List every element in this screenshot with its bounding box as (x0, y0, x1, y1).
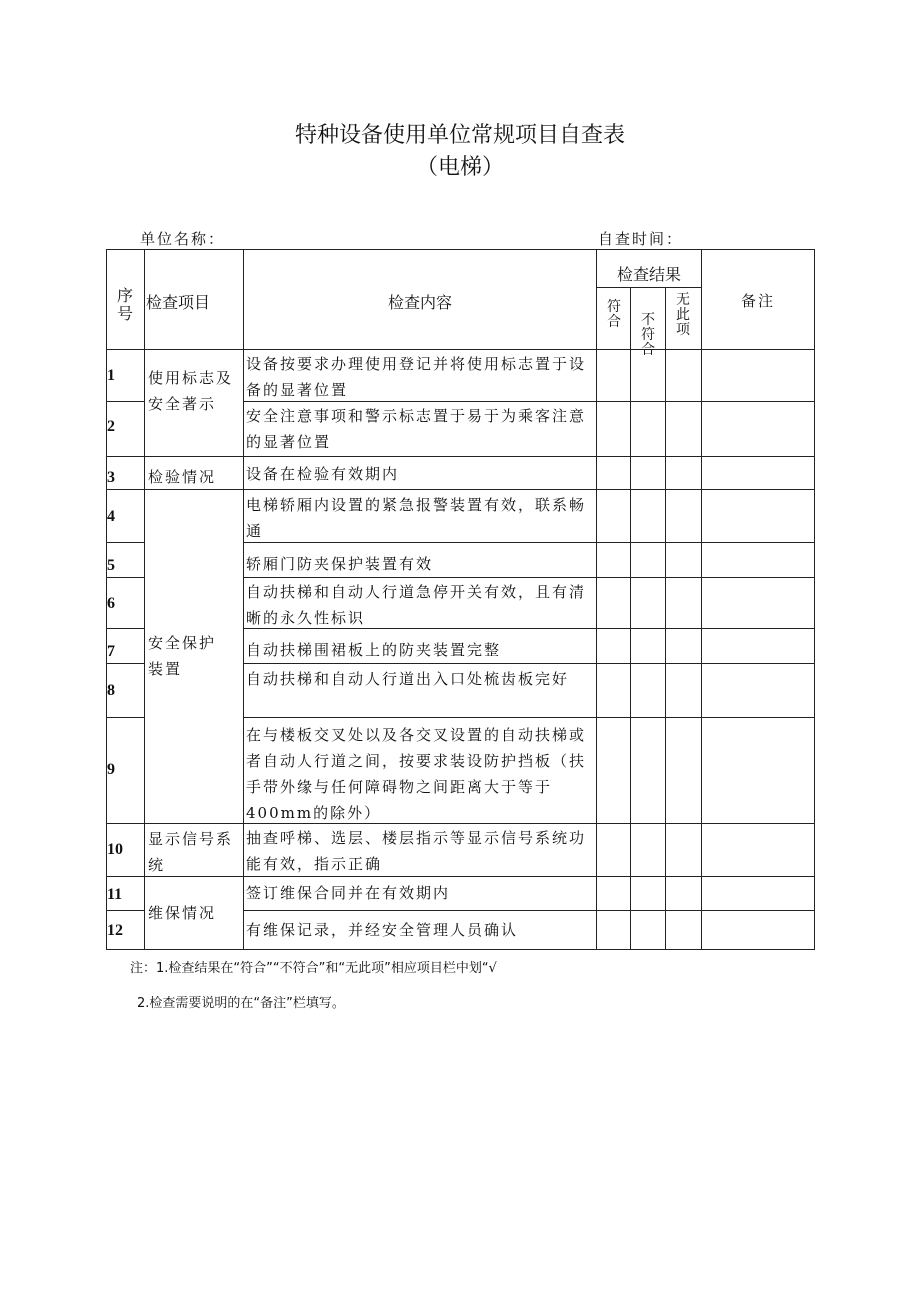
header-seq (106, 287, 144, 323)
table-line (106, 542, 145, 543)
group-label: 维保情况 (148, 904, 217, 922)
row-number: 11 (107, 886, 123, 903)
table-line (106, 717, 145, 718)
note-line: 2.检查需要说明的在“备注”栏填写。 (137, 996, 345, 1011)
table-line (106, 456, 814, 457)
row-number: 6 (107, 595, 115, 612)
header-na-text: 无此项 (676, 292, 690, 338)
table-line (106, 663, 145, 664)
check-content: 在与楼板交叉处以及各交叉设置的自动扶梯或者自动人行道之间，按要求装设防护挡板（扶手带外缘与任何障碍物之间距离大于等于400mm的除外） (246, 726, 587, 822)
check-content: 安全注意事项和警示标志置于易于为乘客注意的显著位置 (246, 407, 587, 451)
header-item: 检查项目 (146, 293, 211, 312)
header-result: 检查结果 (616, 265, 681, 284)
check-content: 签订维保合同并在有效期内 (246, 884, 451, 902)
table-line (243, 249, 244, 950)
header-content: 检查内容 (387, 293, 452, 312)
check-content: 设备在检验有效期内 (246, 465, 400, 483)
header-nonconform-text: 不符合 (641, 312, 655, 358)
header-seq-text: 序号 (116, 286, 133, 323)
unit-name-label: 单位名称： (140, 230, 226, 248)
check-content: 抽查呼梯、选层、楼层指示等显示信号系统功能有效，指示正确 (246, 829, 587, 873)
table-line (106, 910, 145, 911)
header-conform-text: 符合 (607, 299, 621, 330)
table-line (106, 577, 145, 578)
note-line: 注：1.检查结果在“符合”“不符合”和“无此项”相应项目栏中划“√ (130, 961, 497, 976)
table-line (106, 349, 814, 350)
row-number: 8 (107, 682, 115, 699)
page-title: 特种设备使用单位常规项目自查表 (294, 123, 625, 148)
group-label: 使用标志及安全著示 (148, 369, 234, 413)
check-time-label: 自查时间： (598, 230, 684, 248)
table-line (596, 287, 701, 288)
row-number: 7 (107, 643, 115, 660)
table-line (596, 249, 597, 950)
table-line (106, 401, 145, 402)
table-line (630, 287, 631, 950)
header-conform (600, 300, 628, 330)
header-na (667, 293, 699, 338)
check-content: 自动扶梯和自动人行道出入口处梳齿板完好 (246, 670, 570, 688)
row-number: 10 (107, 841, 123, 858)
row-number: 9 (107, 761, 115, 778)
row-number: 5 (107, 557, 115, 574)
table-line (106, 949, 814, 950)
table-line (243, 577, 814, 578)
table-line (814, 249, 815, 950)
check-content: 有维保记录，并经安全管理人员确认 (246, 921, 519, 939)
table-line (665, 287, 666, 950)
row-number: 2 (107, 418, 115, 435)
check-content: 电梯轿厢内设置的紧急报警装置有效，联系畅通 (246, 496, 587, 540)
table-line (106, 628, 145, 629)
row-number: 1 (107, 367, 115, 384)
table-line (243, 717, 814, 718)
group-label: 安全保护装置 (148, 634, 217, 678)
header-remark: 备注 (740, 292, 775, 310)
table-line (243, 663, 814, 664)
table-line (243, 910, 814, 911)
table-line (106, 249, 814, 250)
check-content: 自动扶梯围裙板上的防夹装置完整 (246, 641, 502, 659)
check-content: 轿厢门防夹保护装置有效 (246, 555, 434, 573)
header-nonconform (632, 312, 664, 358)
check-content: 自动扶梯和自动人行道急停开关有效，且有清晰的永久性标识 (246, 583, 587, 627)
row-number: 12 (107, 922, 123, 939)
table-line (144, 249, 145, 950)
page-subtitle: （电梯） (415, 155, 504, 180)
table-line (701, 249, 702, 950)
row-number: 3 (107, 469, 115, 486)
group-label: 检验情况 (148, 468, 217, 486)
check-content: 设备按要求办理使用登记并将使用标志置于设备的显著位置 (246, 355, 587, 399)
row-number: 4 (107, 508, 115, 525)
group-label: 显示信号系统 (148, 830, 234, 874)
